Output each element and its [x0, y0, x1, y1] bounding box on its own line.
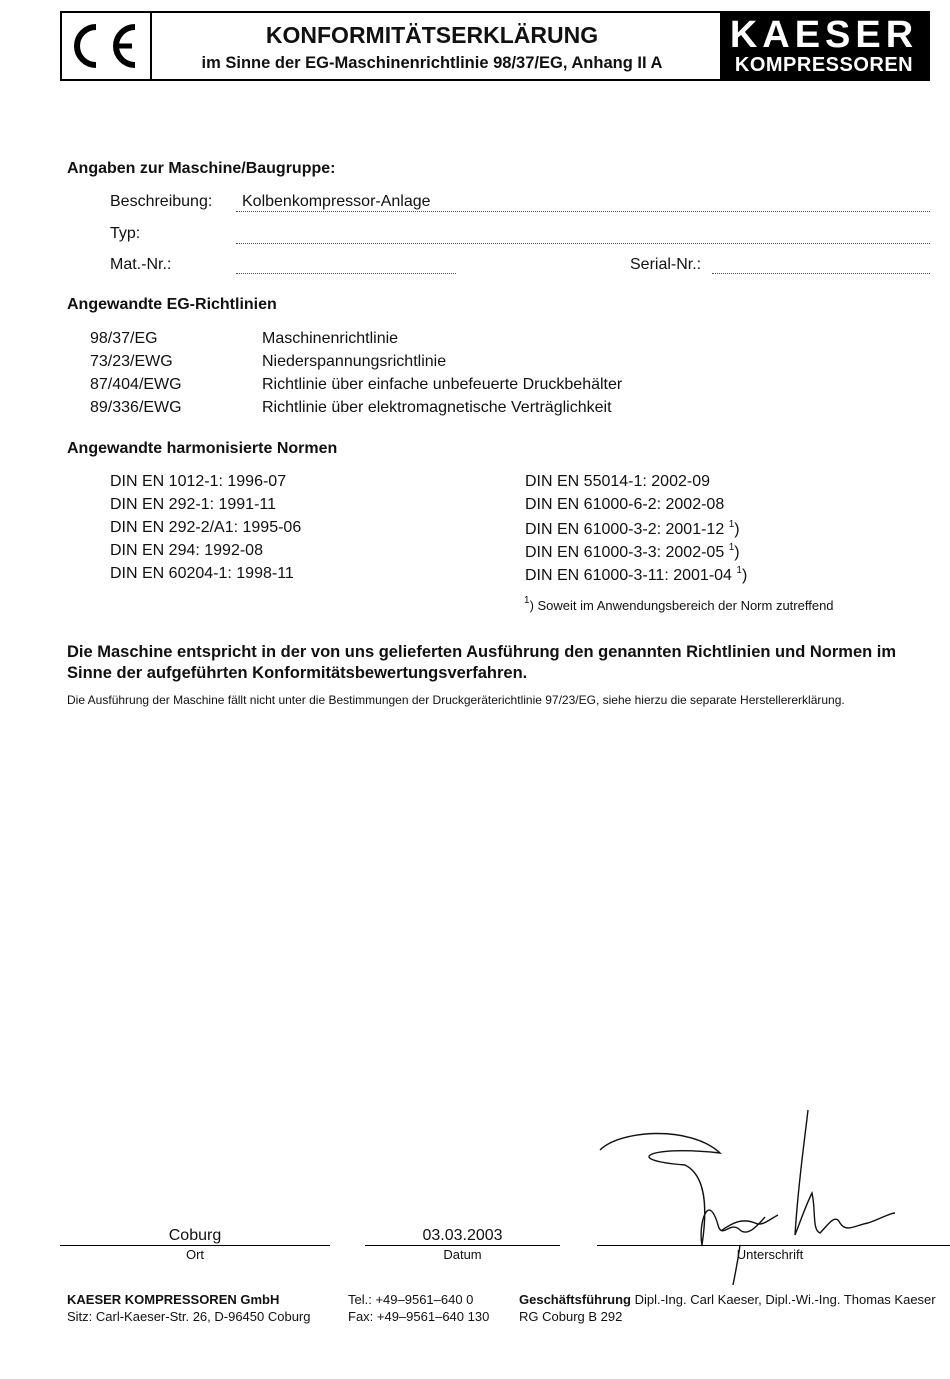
norm-item: DIN EN 292-1: 1991-11	[110, 496, 277, 513]
conformity-statement-line1: Die Maschine entspricht in der von uns gelieferten Ausführung den genannten Richtlinien und Normen im	[67, 643, 897, 661]
footnote-mark: 1	[728, 519, 735, 530]
mat-number-label: Mat.-Nr.:	[110, 256, 172, 273]
description-label: Beschreibung:	[110, 193, 213, 210]
document-title: KONFORMITÄTSERKLÄRUNG	[265, 22, 599, 48]
directives-heading: Angewandte EG-Richtlinien	[67, 296, 277, 313]
machine-heading: Angaben zur Maschine/Baugruppe:	[67, 160, 336, 177]
conformity-statement-line2: Sinne der aufgeführten Konformitätsbewertungsverfahren.	[67, 664, 528, 682]
directive-code: 87/404/EWG	[90, 376, 182, 393]
handwritten-signature	[590, 1105, 920, 1290]
ce-mark-box	[62, 13, 152, 79]
signature-line	[597, 1245, 950, 1246]
norm-item: DIN EN 61000-3-3: 2002-05 $^1$)	[525, 542, 740, 561]
footer-company	[67, 1291, 311, 1325]
signature-label: Unterschrift	[736, 1247, 804, 1262]
pressure-directive-note: Die Ausführung der Maschine fällt nicht unter die Bestimmungen der Druckgeräterichtlinie 97/23/EG, siehe hierzu die separate Herstellererklärung.	[67, 693, 845, 707]
ce-mark-icon	[62, 13, 148, 79]
norm-item: DIN EN 292-2/A1: 1995-06	[110, 519, 302, 536]
footer-contact	[348, 1291, 489, 1325]
description-dotted-line	[236, 211, 930, 212]
company-name: KAESER KOMPRESSOREN GmbH	[67, 1292, 280, 1307]
logo-brand: KAESER	[729, 14, 919, 56]
norms-footnote: $^1$) Soweit im Anwendungsbereich der Norm zutreffend	[524, 595, 834, 613]
date-label: Datum	[443, 1247, 482, 1262]
norm-item: DIN EN 294: 1992-08	[110, 542, 263, 559]
commercial-register: RG Coburg B 292	[519, 1309, 623, 1324]
norm-item: DIN EN 61000-3-2: 2001-12 $^1$)	[525, 519, 740, 538]
phone-number: Tel.: +49–9561–640 0	[348, 1292, 474, 1307]
norm-item: DIN EN 61000-3-11: 2001-04 $^1$)	[525, 565, 748, 584]
norm-item: DIN EN 60204-1: 1998-11	[110, 565, 294, 582]
directive-name: Maschinenrichtlinie	[262, 330, 399, 347]
norm-item: DIN EN 61000-6-2: 2002-08	[525, 496, 725, 513]
footnote-mark: 1	[736, 565, 742, 576]
serial-number-label: Serial-Nr.:	[630, 256, 702, 273]
date-value: 03.03.2003	[422, 1227, 503, 1244]
footnote-mark: 1	[728, 542, 735, 553]
norm-item: DIN EN 1012-1: 1996-07	[110, 473, 287, 490]
mat-number-dotted-line	[236, 273, 456, 274]
place-value: Coburg	[168, 1227, 222, 1244]
type-label: Typ:	[110, 225, 141, 242]
date-line	[365, 1245, 560, 1246]
directive-code: 98/37/EG	[90, 330, 158, 347]
norm-item: DIN EN 55014-1: 2002-09	[525, 473, 710, 490]
document-header	[60, 11, 930, 81]
directive-name: Richtlinie über elektromagnetische Verträglichkeit	[262, 399, 612, 416]
place-line	[60, 1245, 330, 1246]
footer-management	[519, 1291, 950, 1325]
fax-number: Fax: +49–9561–640 130	[348, 1309, 490, 1324]
description-value: Kolbenkompressor-Anlage	[242, 193, 431, 210]
company-address: Sitz: Carl-Kaeser-Str. 26, D-96450 Coburg	[67, 1309, 311, 1324]
kaeser-logo	[720, 13, 928, 79]
norms-heading: Angewandte harmonisierte Normen	[67, 440, 338, 457]
logo-subline: KOMPRESSOREN	[734, 54, 914, 76]
directive-name: Richtlinie über einfache unbefeuerte Druckbehälter	[262, 376, 623, 393]
directive-code: 89/336/EWG	[90, 399, 182, 416]
serial-number-dotted-line	[712, 273, 930, 274]
management-names: Dipl.-Ing. Carl Kaeser, Dipl.-Wi.-Ing. Thomas Kaeser	[630, 1292, 936, 1307]
document-subtitle: im Sinne der EG-Maschinenrichtlinie 98/37/EG, Anhang II A	[201, 54, 663, 72]
directive-name: Niederspannungsrichtlinie	[262, 353, 447, 370]
management-label: Geschäftsführung	[519, 1292, 631, 1307]
place-label: Ort	[185, 1247, 205, 1262]
type-dotted-line	[236, 243, 930, 244]
directive-code: 73/23/EWG	[90, 353, 173, 370]
